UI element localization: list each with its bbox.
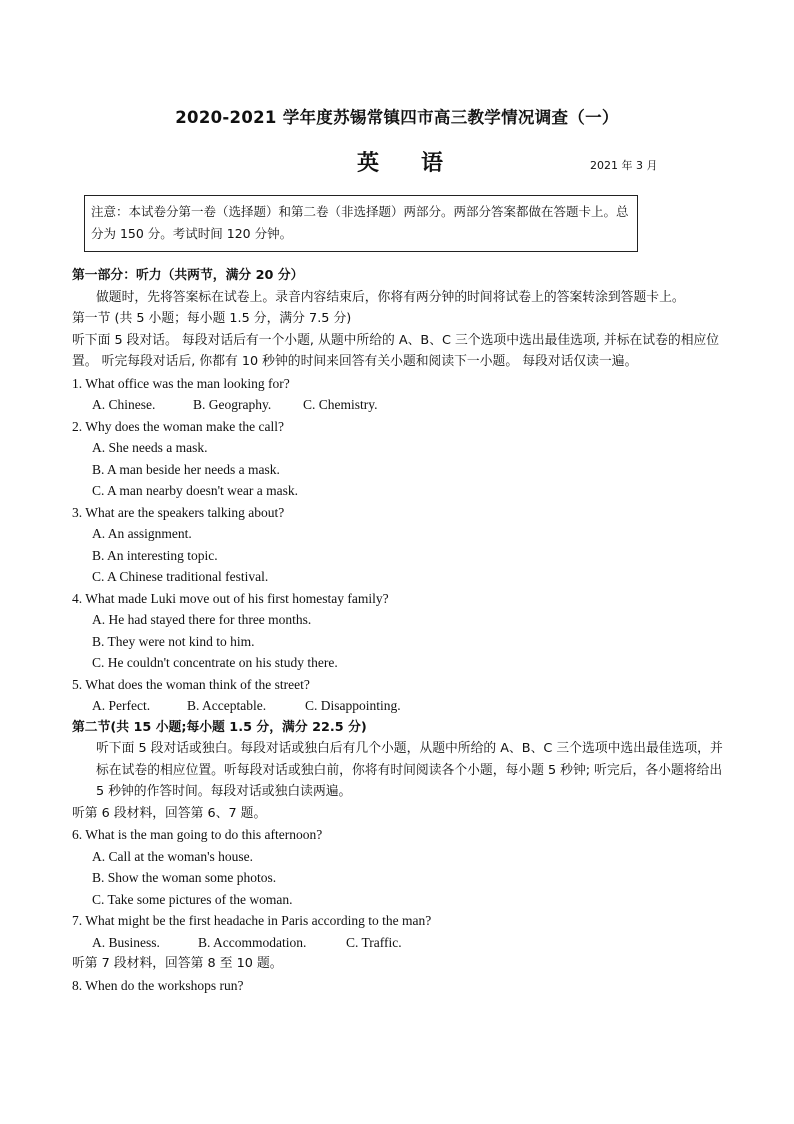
exam-title: 2020-2021 学年度苏锡常镇四市高三教学情况调查（一）: [175, 108, 619, 127]
part1-instruction: 做题时，先将答案标在试卷上。录音内容结束后，你将有两分钟的时间将试卷上的答案转涂到答题卡上。: [96, 289, 685, 305]
option-c: C. Traffic.: [346, 934, 402, 950]
question-2-option-a: A. She needs a mask.: [92, 440, 208, 455]
question-3-option-b: B. An interesting topic.: [92, 547, 218, 563]
notice-box: 注意：本试卷分第一卷（选择题）和第二卷（非选择题）两部分。两部分答案都做在答题卡上。总分为 150 分。考试时间 120 分钟。: [84, 195, 638, 252]
question-3-option-a: A. An assignment.: [92, 526, 192, 541]
part1-heading: 第一部分：听力（共两节，满分 20 分）: [72, 268, 304, 283]
question-2-stem: 2. Why does the woman make the call?: [72, 418, 284, 434]
exam-content: [72, 265, 732, 996]
question-4-option-b: B. They were not kind to him.: [92, 633, 255, 649]
question-5-options: [72, 695, 732, 717]
question-3-stem: 3. What are the speakers talking about?: [72, 504, 285, 520]
section2-instruction: 听下面 5 段对话或独白。每段对话或独白后有几个小题，从题中所给的 A、B、C 三个选项中选出最佳选项，并标在试卷的相应位置。听每段对话或独白前，你将有时间阅读各个小题，每小题 5 秒钟; 听完后，各小题将给出 5 秒钟的作答时间。每段对话或独白读两遍。: [96, 741, 723, 799]
question-4-option-a: A. He had stayed there for three months.: [92, 612, 312, 627]
question-6-stem: 6. What is the man going to do this afternoon?: [72, 827, 323, 842]
question-2-option-b: B. A man beside her needs a mask.: [92, 461, 280, 477]
option-b: B. Accommodation.: [198, 934, 307, 950]
option-a: A. Business.: [92, 934, 160, 950]
question-7-stem: 7. What might be the first headache in Paris according to the man?: [72, 913, 432, 928]
option-a: A. Perfect.: [92, 698, 151, 713]
question-2-option-c: C. A man nearby doesn't wear a mask.: [92, 483, 299, 498]
section1-heading: 第一节 (共 5 小题；每小题 1.5 分，满分 7.5 分): [72, 311, 352, 326]
question-6-option-c: C. Take some pictures of the woman.: [92, 891, 293, 907]
section1-instruction: 听下面 5 段对话。 每段对话后有一个小题, 从题中所给的 A、B、C 三个选项中选出最佳选项, 并标在试卷的相应位置。 听完每段对话后, 你都有 10 秒钟的时间来回答有关小题和阅读下一小题。 每段对话仅读一遍。: [72, 332, 720, 369]
option-b: B. Acceptable.: [187, 698, 267, 713]
question-7-options: [72, 932, 732, 954]
material-6-intro: 听第 6 段材料，回答第 6、7 题。: [72, 805, 267, 821]
question-1-stem: 1. What office was the man looking for?: [72, 375, 290, 391]
option-a: A. Chinese.: [92, 397, 156, 412]
question-4-stem: 4. What made Luki move out of his first homestay family?: [72, 590, 389, 606]
subject-title: 英语: [357, 151, 486, 176]
question-1-options: [72, 394, 732, 416]
option-b: B. Geography.: [193, 397, 272, 412]
option-c: C. Disappointing.: [305, 698, 401, 713]
question-6-option-b: B. Show the woman some photos.: [92, 870, 277, 885]
question-4-option-c: C. He couldn't concentrate on his study there.: [92, 655, 338, 670]
question-8-stem: 8. When do the workshops run?: [72, 977, 244, 993]
question-6-option-a: A. Call at the woman's house.: [92, 848, 254, 864]
material-7-intro: 听第 7 段材料，回答第 8 至 10 题。: [72, 956, 283, 971]
question-5-stem: 5. What does the woman think of the street?: [72, 676, 310, 692]
section2-heading: 第二节(共 15 小题;每小题 1.5 分，满分 22.5 分): [72, 719, 367, 735]
option-c: C. Chemistry.: [303, 397, 378, 412]
question-3-option-c: C. A Chinese traditional festival.: [92, 569, 269, 584]
exam-date: 2021 年 3 月: [590, 159, 658, 172]
